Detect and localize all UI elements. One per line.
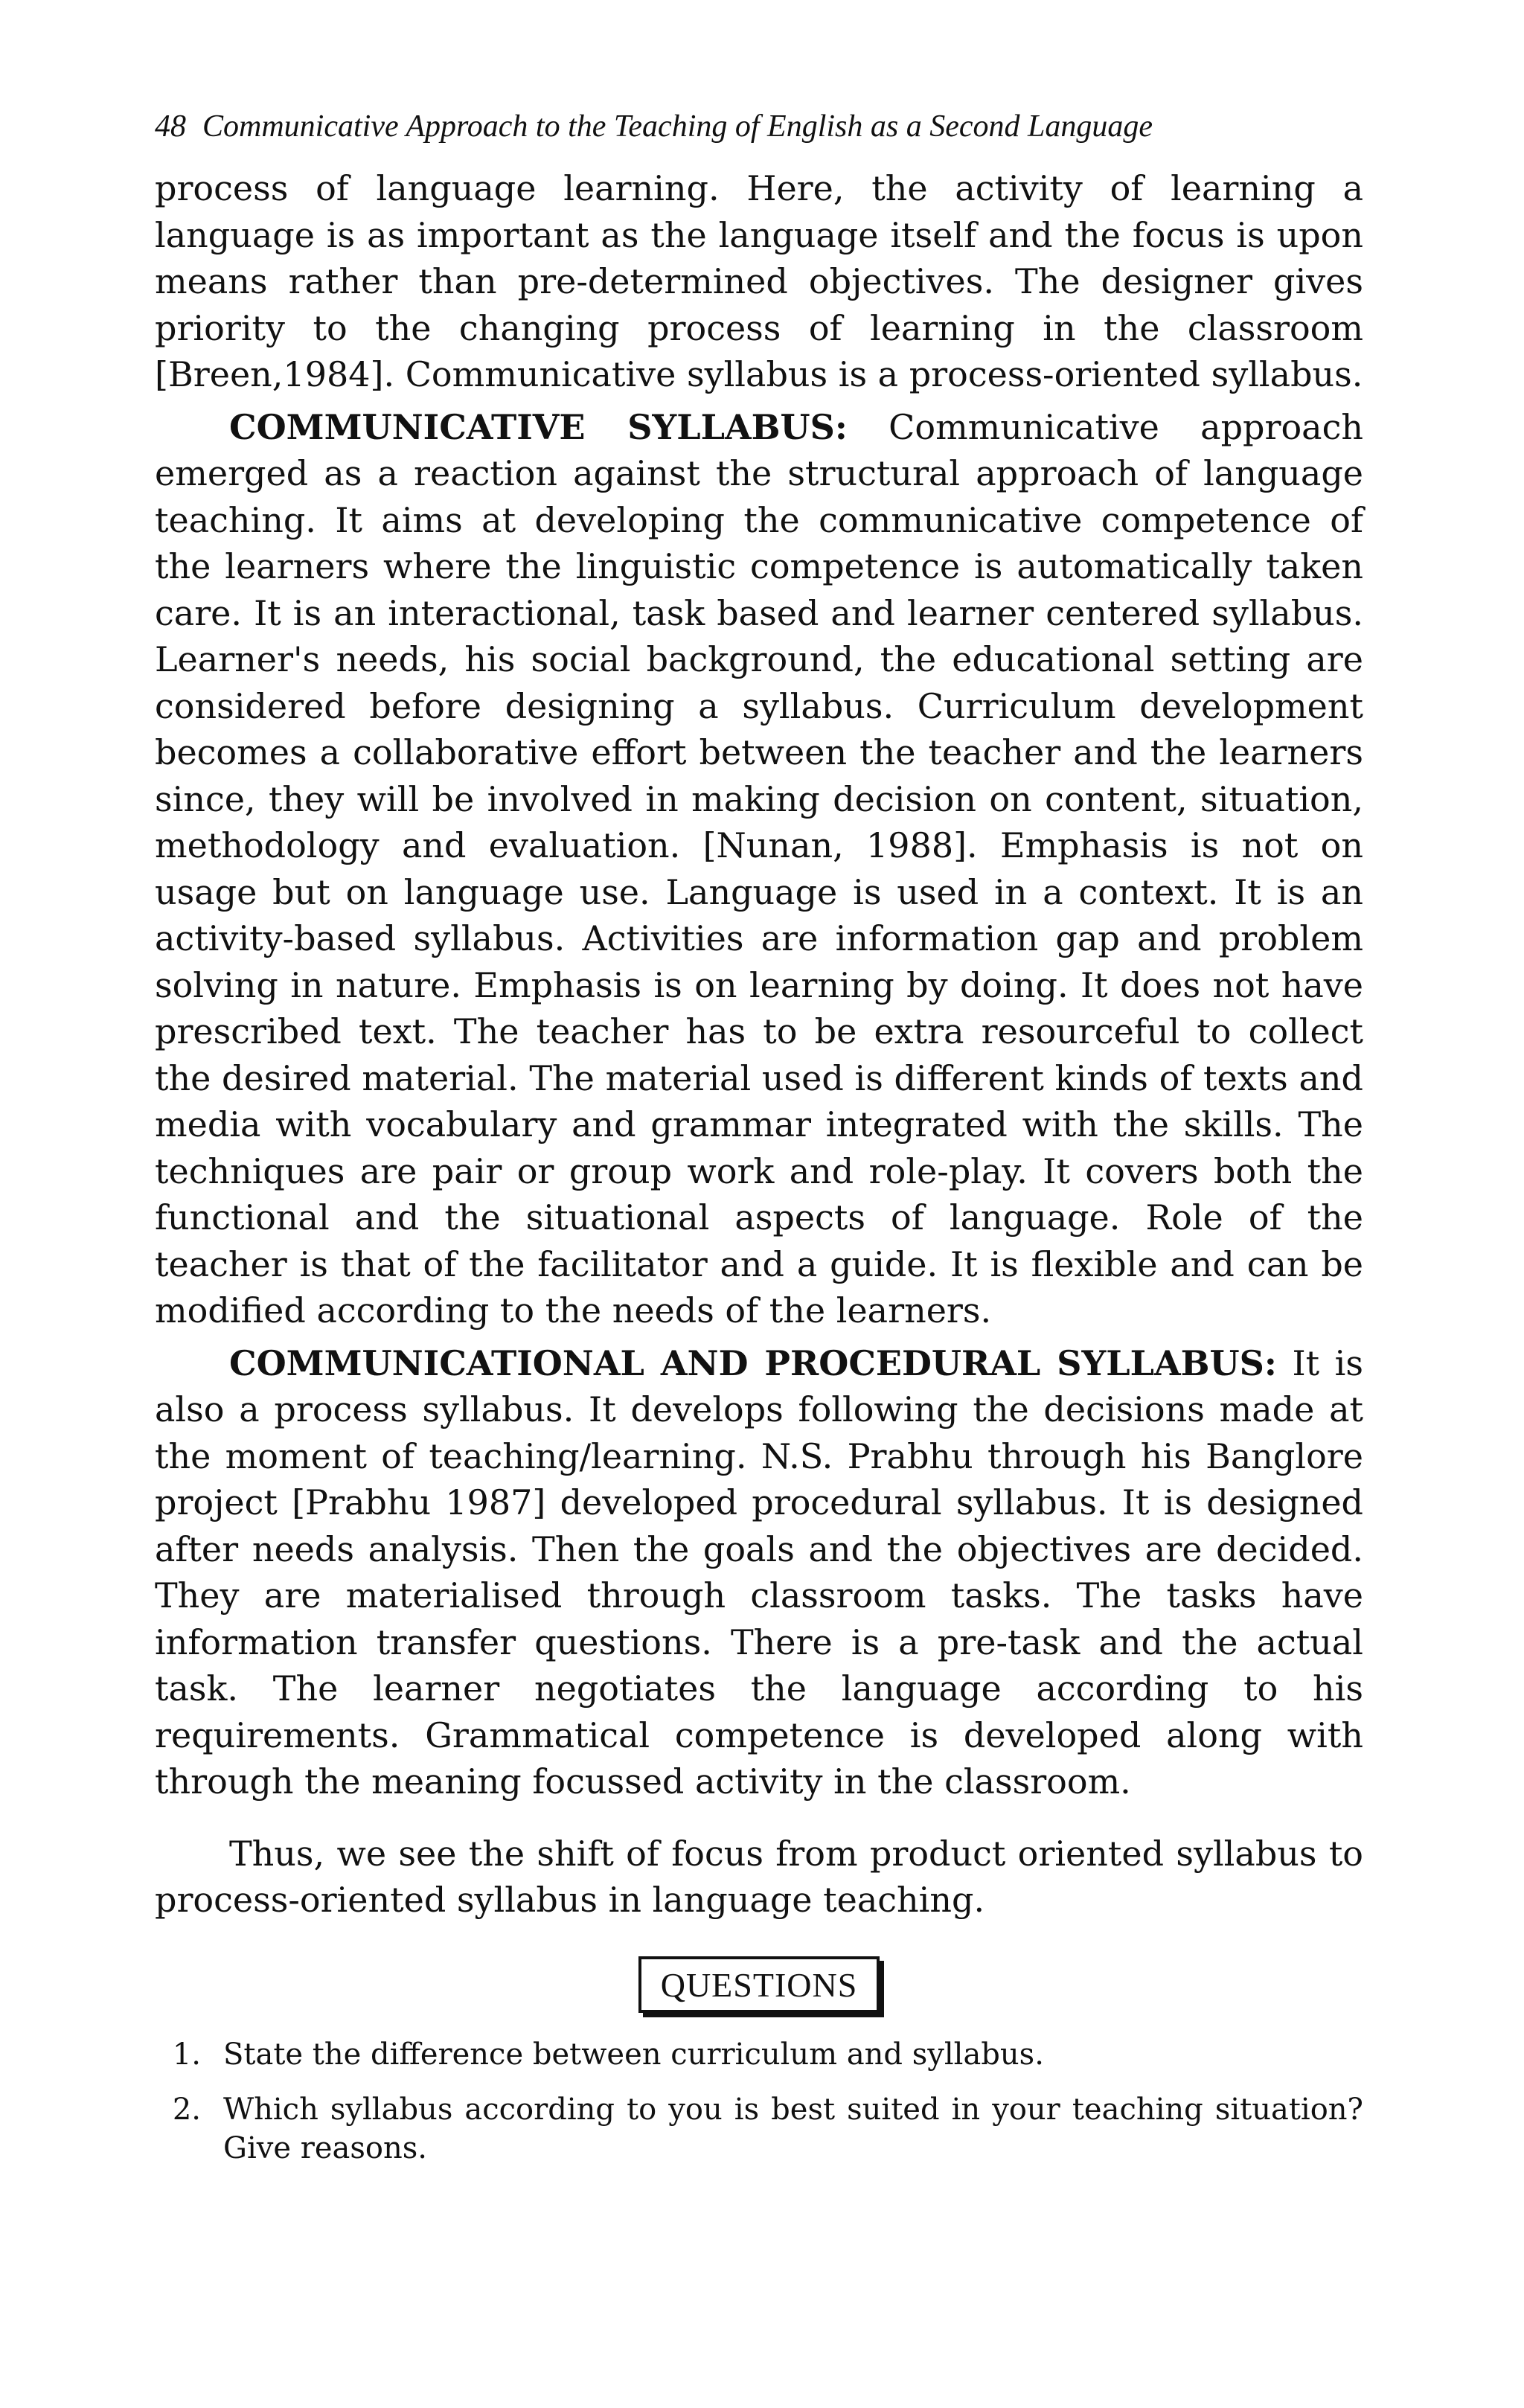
paragraph-text: process of language learning. Here, the activity of learning a language is as important as the language itself and the focus is upon means rather than pre-determined objectives. The designer gives priority to the changing process of learning in the classroom [Breen,1984]. Communicative syllabus is a process-oriented syllabus. — [155, 168, 1363, 394]
paragraph-text: Thus, we see the shift of focus from product oriented syllabus to process-oriented syllabus in language teaching. — [155, 1833, 1363, 1920]
paragraph-text: Communicative approach emerged as a reaction against the structural approach of language teaching. It aims at developing the communicative competence of the learners where the linguistic competence is automatically taken care. It is an interactional, task based and learner centered syllabus. Learner's needs, his social background, the educational setting are considered before designing a syllabus. Curriculum development becomes a collaborative effort between the teacher and the learners since, they will be involved in making decision on content, situation, methodology and evaluation. [Nunan, 1988]. Emphasis is not on usage but on language use. Language is used in a context. It is an activity-based syllabus. Activities are information gap and problem solving in nature. Emphasis is on learning by doing. It does not have prescribed text. The teacher has to be extra resourceful to collect the desired material. The material used is different kinds of texts and media with vocabulary and grammar integrated with the skills. The techniques are pair or group work and role-play. It covers both the functional and the situational aspects of language. Role of the teacher is that of the facilitator and a guide. It is flexible and can be modified according to the needs of the learners. — [155, 406, 1363, 1331]
running-head — [155, 104, 1363, 149]
questions-heading: QUESTIONS — [638, 1956, 880, 2013]
book-page — [155, 104, 1363, 2184]
questions-list — [155, 2035, 1363, 2168]
question-number: 1. — [172, 2037, 201, 2072]
paragraph-procedural-syllabus — [155, 1340, 1363, 1805]
question-item — [155, 2035, 1363, 2074]
page-number: 48 — [155, 109, 186, 144]
paragraph-conclusion — [155, 1831, 1363, 1924]
paragraph-text: It is also a process syllabus. It develops following the decisions made at the moment of teaching/learning. N.S. Prabhu through his Banglore project [Prabhu 1987] developed procedural syllabus. It is designed after needs analysis. Then the goals and the objectives are decided. They are materialised through classroom tasks. The tasks have information transfer questions. There is a pre-task and the actual task. The learner negotiates the language according to his requirements. Grammatical competence is developed along with through the meaning focussed activity in the classroom. — [155, 1342, 1363, 1802]
questions-heading-wrap — [155, 1956, 1363, 2013]
paragraph-communicative-syllabus — [155, 404, 1363, 1334]
paragraph-continuation — [155, 165, 1363, 398]
section-heading: COMMUNICATIONAL AND PROCEDURAL SYLLABUS: — [229, 1342, 1277, 1383]
question-item — [155, 2090, 1363, 2168]
section-heading: COMMUNICATIVE SYLLABUS: — [229, 406, 848, 447]
question-number: 2. — [172, 2092, 201, 2127]
running-head-title: Communicative Approach to the Teaching of English as a Second Language — [202, 109, 1153, 144]
question-text: Which syllabus according to you is best suited in your teaching situation? Give reasons. — [223, 2092, 1363, 2165]
question-text: State the difference between curriculum and syllabus. — [223, 2037, 1044, 2072]
